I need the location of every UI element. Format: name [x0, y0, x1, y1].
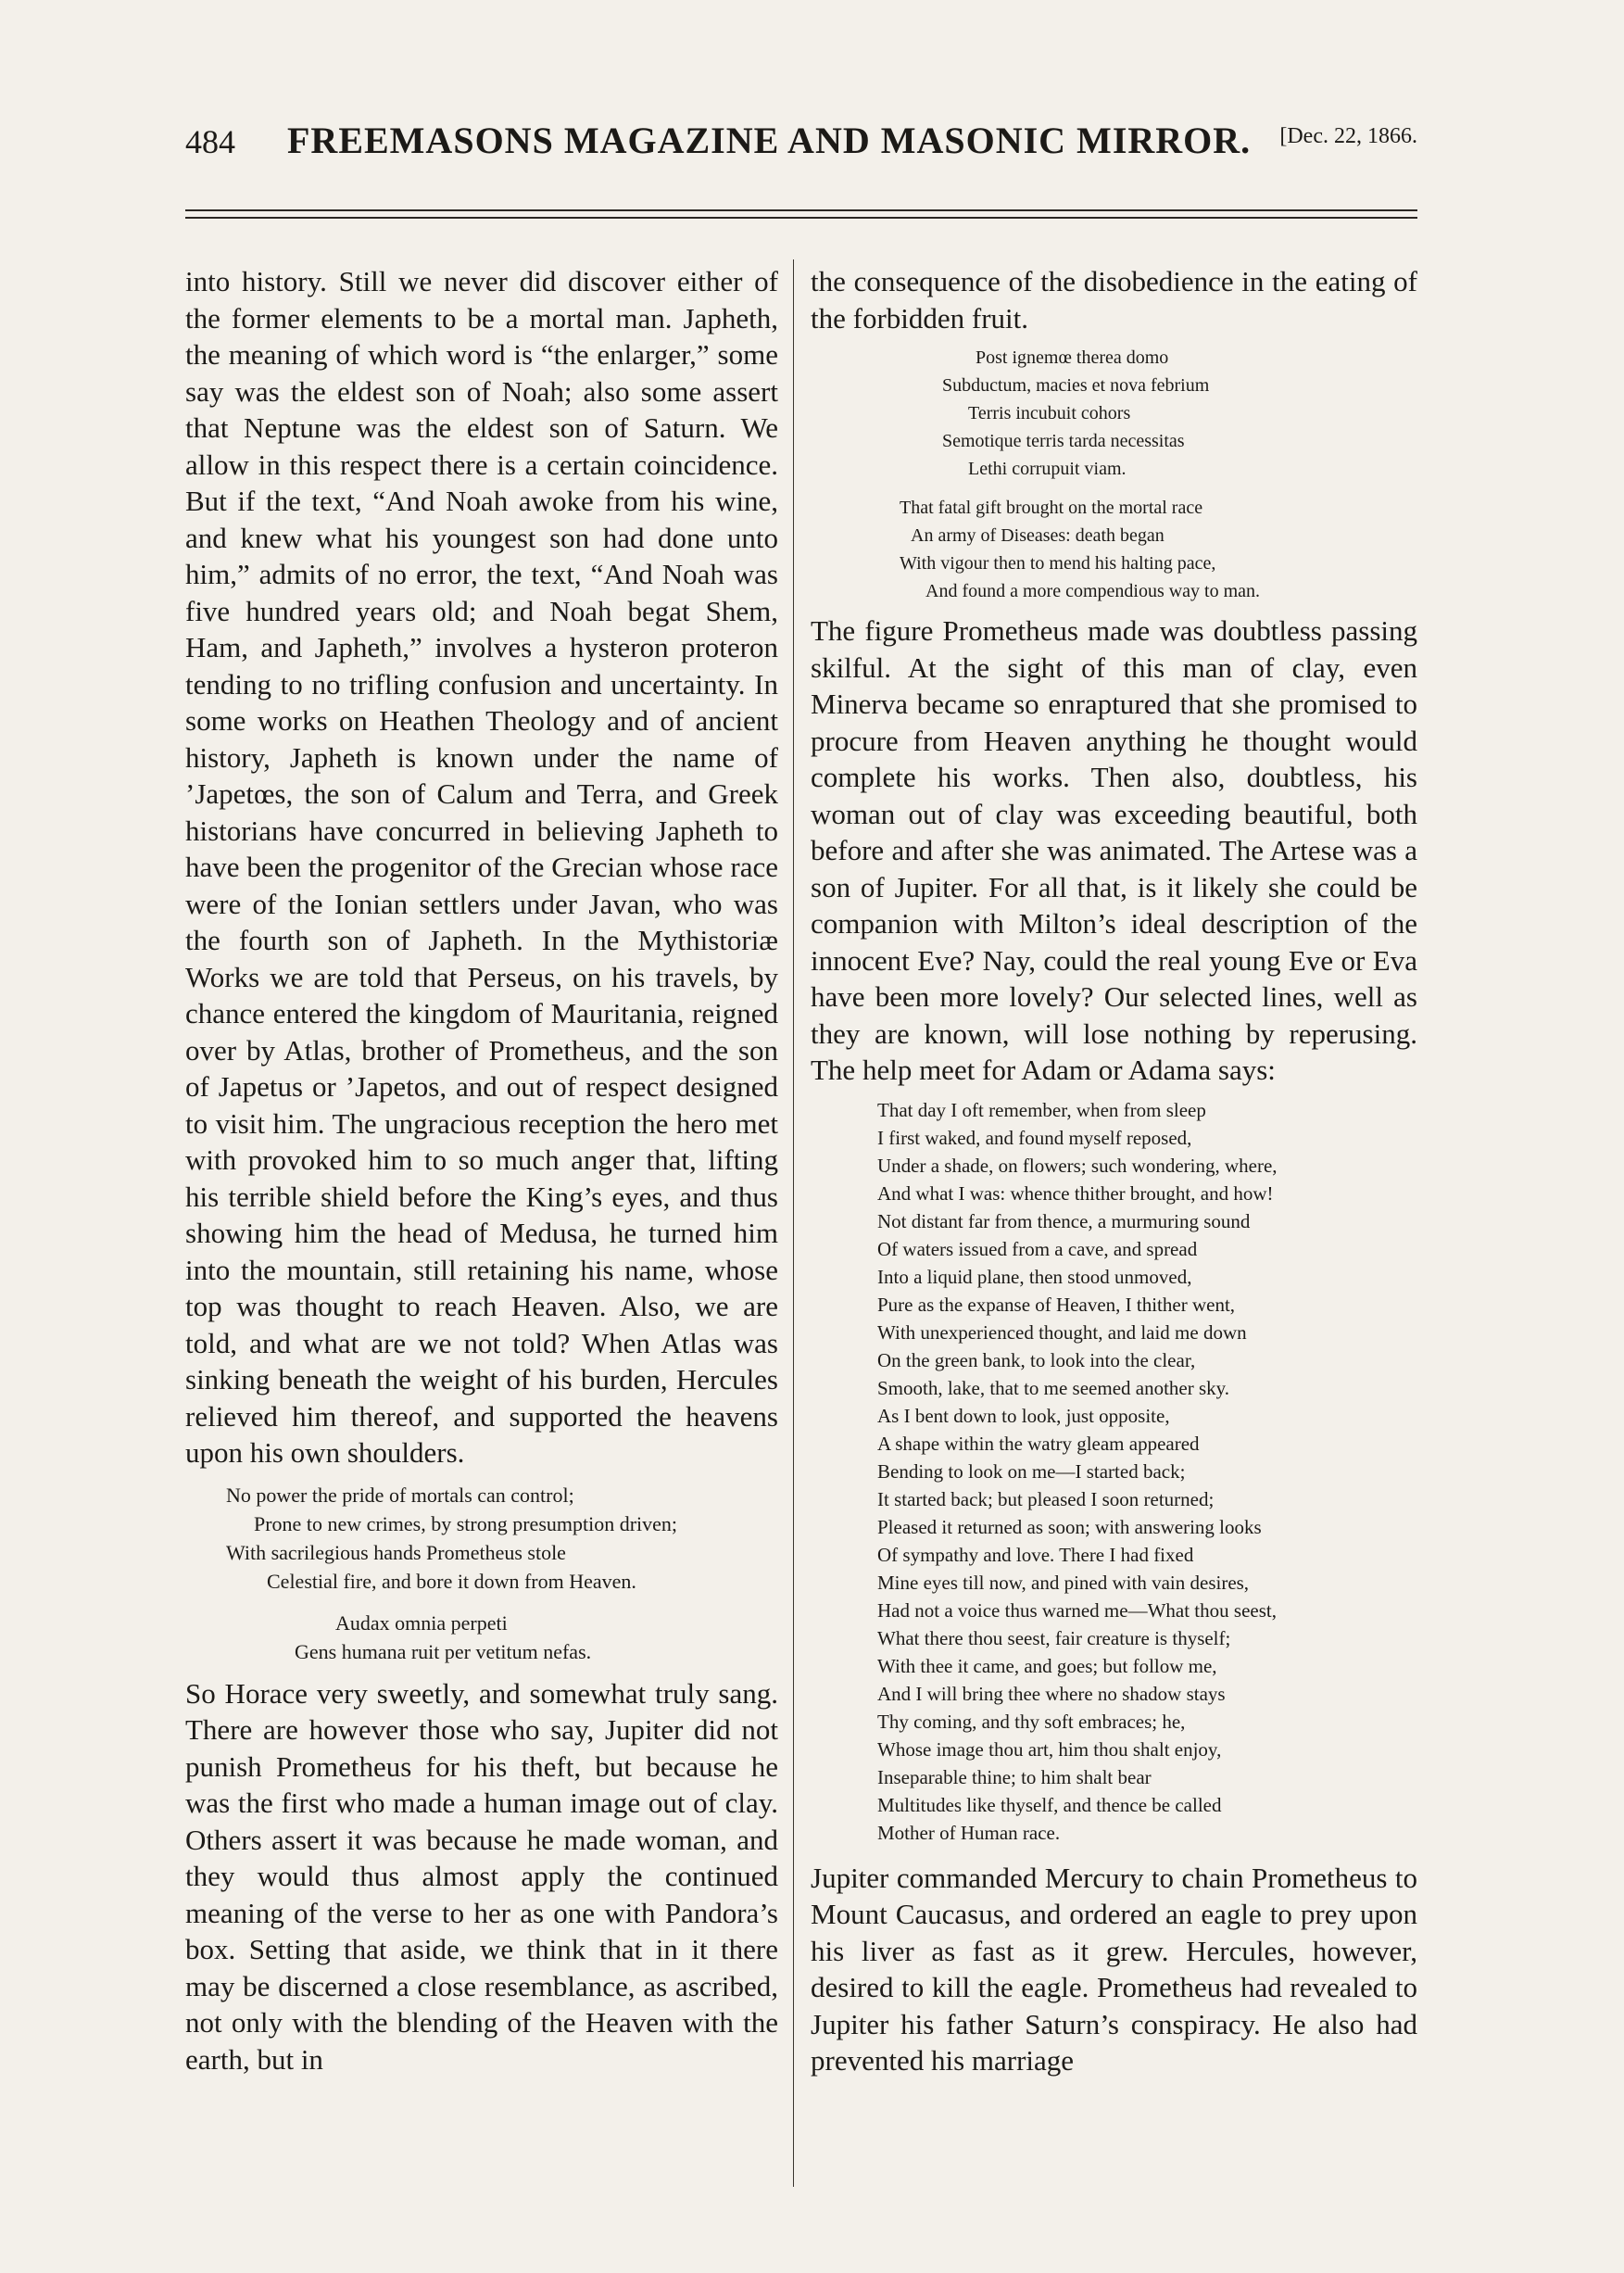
header-rule-bottom	[185, 217, 1417, 219]
left-column	[185, 263, 778, 2077]
verse-line: It started back; but pleased I soon returned;	[877, 1487, 1215, 1510]
right-paragraph-2: The figure Prometheus made was doubtless passing skilful. At the sight of this man of clay, even Minerva became so enraptured that she promised to procure from Heaven anything he thought would complete his works. Then also, doubtless, his woman out of clay was exceeding beautiful, both before and after she was animated. The Artese was a son of Jupiter. For all that, is it likely she could be companion with Milton’s ideal description of the innocent Eve? Nay, could the real young Eve or Eva have been more lovely? Our selected lines, well as they are known, will lose nothing by reperusing. The help meet for Adam or Adama says:	[811, 614, 1417, 1086]
verse-line: Lethi corrupuit viam.	[968, 459, 1127, 479]
verse-line: Thy coming, and thy soft embraces; he,	[877, 1710, 1186, 1733]
verse-line: Under a shade, on flowers; such wondering, where,	[877, 1154, 1278, 1177]
verse-line: Subductum, macies et nova febrium	[942, 375, 1210, 396]
verse-line: No power the pride of mortals can control;	[226, 1483, 574, 1507]
verse-line: That fatal gift brought on the mortal race	[900, 498, 1203, 518]
verse-line: Of waters issued from a cave, and spread	[877, 1237, 1198, 1260]
verse-line: With thee it came, and goes; but follow me,	[877, 1654, 1217, 1677]
verse-line: Mine eyes till now, and pined with vain desires,	[877, 1571, 1250, 1594]
verse-line: Post ignemœ therea domo	[976, 347, 1169, 368]
verse-line: With unexperienced thought, and laid me down	[877, 1320, 1247, 1344]
header-rule-top	[185, 209, 1417, 211]
verse-line: Bending to look on me—I started back;	[877, 1459, 1186, 1483]
right-verse-latin	[942, 344, 1417, 483]
left-paragraph-2: So Horace very sweetly, and somewhat truly sang. There are however those who say, Jupiter did not punish Prometheus for his theft, but because he was the first who made a human image out of clay. Others assert it was because he made woman, and they would thus almost apply the continued meaning of the verse to her as one with Pandora’s box. Setting that aside, we think that in it there may be discerned a close resemblance, as ascribed, not only with the blending of the Heaven with the earth, but in	[185, 1676, 778, 2076]
verse-line: Mother of Human race.	[877, 1821, 1061, 1844]
verse-line: Multitudes like thyself, and thence be called	[877, 1793, 1222, 1816]
verse-line: What there thou seest, fair creature is thyself;	[877, 1626, 1231, 1649]
verse-line: Terris incubuit cohors	[968, 403, 1131, 423]
right-column	[811, 263, 1417, 2079]
verse-line: That day I oft remember, when from sleep	[877, 1098, 1206, 1121]
verse-line: And found a more compendious way to man.	[925, 581, 1261, 601]
running-header	[185, 111, 1417, 185]
issue-date: [Dec. 22, 1866.	[1279, 124, 1417, 148]
verse-line: Inseparable thine; to him shalt bear	[877, 1765, 1152, 1788]
verse-line: Prone to new crimes, by strong presumption driven;	[254, 1511, 678, 1535]
verse-line: Pleased it returned as soon; with answering looks	[877, 1515, 1262, 1538]
verse-line: Gens humana ruit per vetitum nefas.	[295, 1639, 592, 1663]
verse-line: Into a liquid plane, then stood unmoved,	[877, 1265, 1192, 1288]
verse-line: Had not a voice thus warned me—What thou seest,	[877, 1598, 1277, 1622]
verse-line: Not distant far from thence, a murmuring sound	[877, 1209, 1251, 1232]
page-number: 484	[185, 123, 235, 160]
verse-line: Celestial fire, and bore it down from Heaven.	[267, 1569, 636, 1593]
left-verse-latin	[295, 1609, 778, 1666]
verse-line: And what I was: whence thither brought, and how!	[877, 1181, 1274, 1205]
running-title: FREEMASONS MAGAZINE AND MASONIC MIRROR.	[287, 120, 1252, 161]
verse-line: Of sympathy and love. There I had fixed	[877, 1543, 1194, 1566]
verse-line: Smooth, lake, that to me seemed another sky.	[877, 1376, 1230, 1399]
right-paragraph-3: Jupiter commanded Mercury to chain Prometheus to Mount Caucasus, and ordered an eagle to prey upon his liver as fast as it grew. Hercules, however, desired to kill the eagle. Prometheus had revealed to Jupiter his father Saturn’s conspiracy. He also had prevented his marriage	[811, 1861, 1417, 2077]
verse-line: A shape within the watry gleam appeared	[877, 1432, 1200, 1455]
verse-line: I first waked, and found myself reposed,	[877, 1126, 1192, 1149]
right-verse-english	[900, 494, 1417, 605]
verse-line: As I bent down to look, just opposite,	[877, 1404, 1170, 1427]
milton-quotation	[877, 1096, 1417, 1847]
left-paragraph-1: into history. Still we never did discover either of the former elements to be a mortal man. Japheth, the meaning of which word is “the enlarger,” some say was the eldest son of Noah; also some assert that Neptune was the eldest son of Saturn. We allow in this respect there is a certain coincidence. But if the text, “And Noah awoke from his wine, and knew what his youngest son had done unto him,” admits of no error, the text, “And Noah was five hundred years old; and Noah begat Shem, Ham, and Japheth,” involves a hysteron proteron tending to no trifling confusion and uncertainty. In some works on Heathen Theology and of ancient history, Japheth is known under the name of ’Japetœs, the son of Calum and Terra, and Greek historians have concurred in believing Japheth to have been the progenitor of the Grecian whose race were of the Ionian settlers under Javan, who was the fourth son of Japheth. In the Mythistoriæ Works we are told that Perseus, on his travels, by chance entered the kingdom of Mauritania, reigned over by Atlas, brother of Prometheus, and the son of Japetus or ’Japetos, and out of respect designed to visit him. The ungracious reception the hero met with provoked him to so much anger that, lifting his terrible shield before the King’s eyes, and thus showing him the head of Medusa, he turned him into the mountain, still retaining his name, whose top was thought to reach Heaven. Also, we are told, and what are we not told? When Atlas was sinking beneath the weight of his burden, Hercules relieved him thereof, and supported the heavens upon his own shoulders.	[185, 265, 778, 1469]
verse-line: On the green bank, to look into the clear,	[877, 1348, 1196, 1371]
verse-line: Pure as the expanse of Heaven, I thither went,	[877, 1293, 1236, 1316]
verse-line: Semotique terris tarda necessitas	[942, 431, 1185, 451]
verse-line: With vigour then to mend his halting pace,	[900, 553, 1216, 574]
verse-line: Audax omnia perpeti	[335, 1610, 508, 1635]
verse-line: With sacrilegious hands Prometheus stole	[226, 1540, 566, 1564]
left-verse-english	[226, 1481, 778, 1596]
right-paragraph-1: the consequence of the disobedience in the eating of the forbidden fruit.	[811, 265, 1417, 335]
verse-line: Whose image thou art, him thou shalt enjoy,	[877, 1737, 1222, 1761]
column-divider	[793, 259, 794, 2187]
verse-line: An army of Diseases: death began	[911, 525, 1164, 546]
verse-line: And I will bring thee where no shadow stays	[877, 1682, 1226, 1705]
